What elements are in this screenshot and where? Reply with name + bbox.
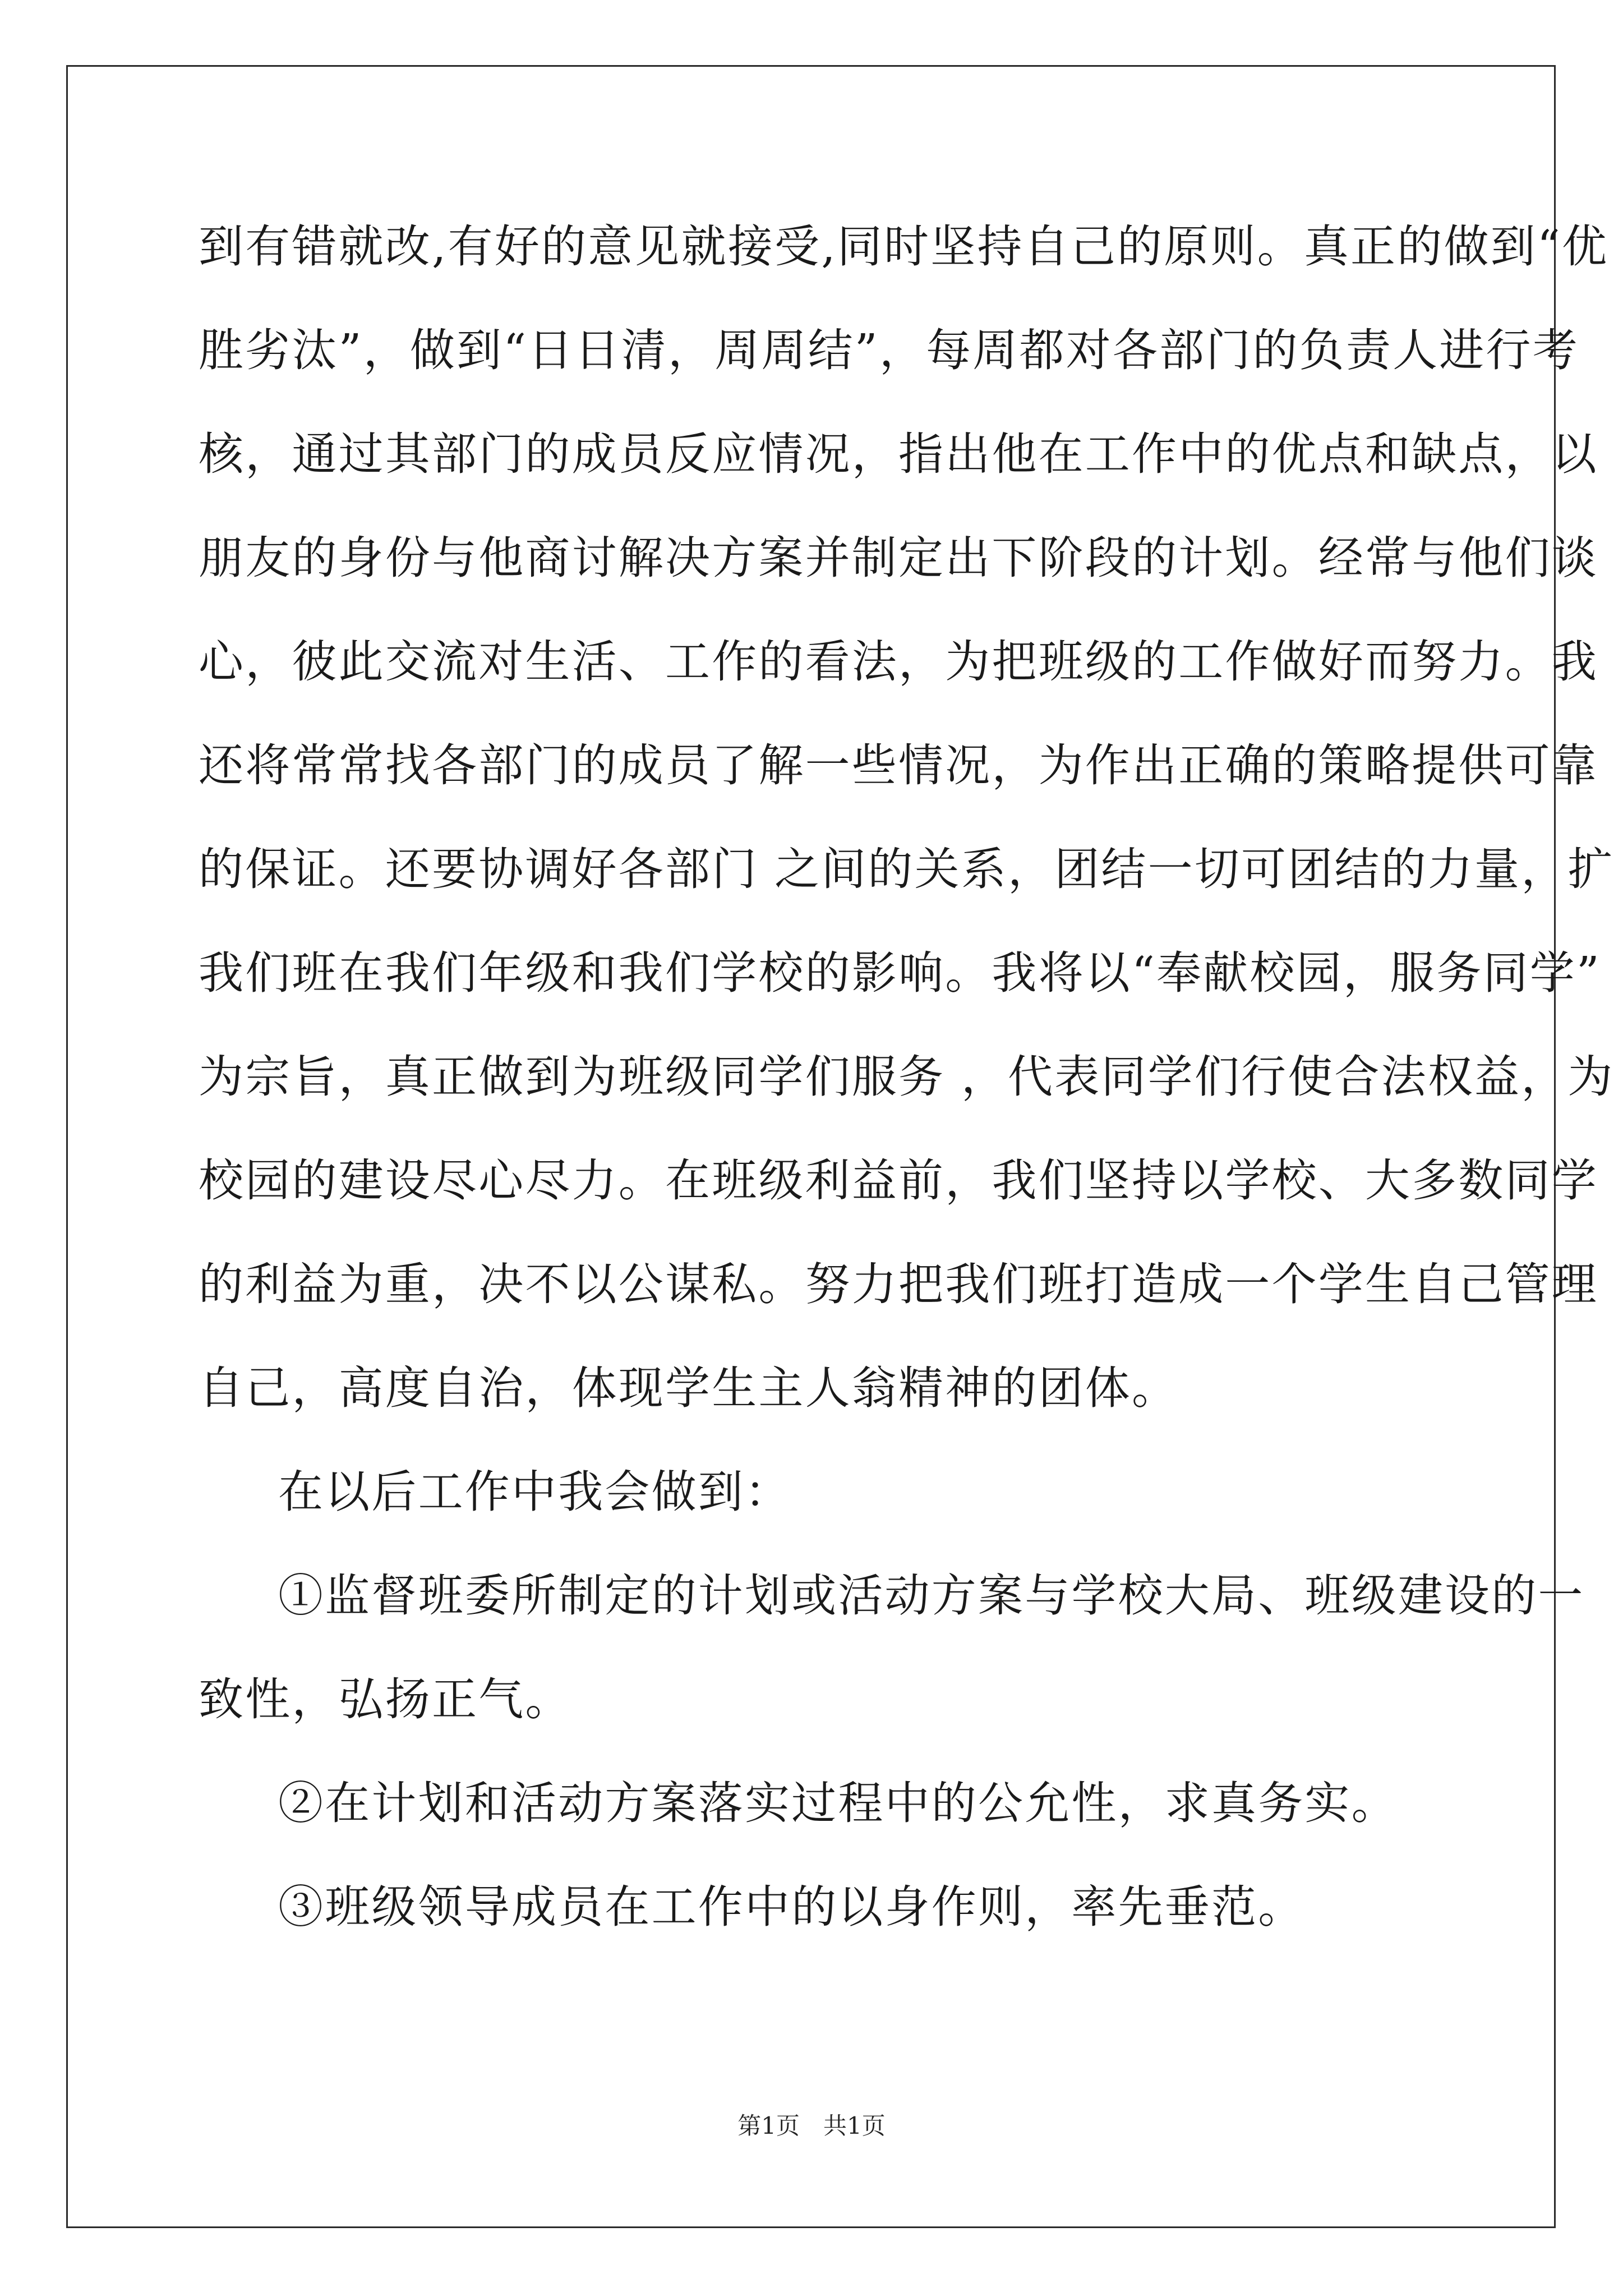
paragraph-line: 为宗旨，真正做到为班级同学们服务 ，代表同学们行使合法权益，为 xyxy=(199,1051,1615,1103)
paragraph-line: 朋友的身份与他商讨解决方案并制定出下阶段的计划。经常与他们谈 xyxy=(199,532,1598,584)
list-item-3: ③班级领导成员在工作中的以身作则，率先垂范。 xyxy=(278,1881,1305,1933)
paragraph-line: 核，通过其部门的成员反应情况，指出他在工作中的优点和缺点，以 xyxy=(199,428,1598,480)
paragraph-line: 我们班在我们年级和我们学校的影响。我将以“奉献校园，服务同学” xyxy=(199,947,1601,999)
intro-line: 在以后工作中我会做到： xyxy=(278,1466,792,1518)
list-item-2: ②在计划和活动方案落实过程中的公允性，求真务实。 xyxy=(278,1777,1398,1829)
paragraph-line: 自己，高度自治，体现学生主人翁精神的团体。 xyxy=(199,1362,1179,1414)
paragraph-line: 心，彼此交流对生活、工作的看法，为把班级的工作做好而努力。我 xyxy=(199,636,1598,688)
paragraph-line: 的利益为重，决不以公谋私。努力把我们班打造成一个学生自己管理 xyxy=(199,1258,1598,1310)
paragraph-line: 胜劣汰”，做到“日日清，周周结”，每周都对各部门的负责人进行考 xyxy=(199,324,1579,376)
paragraph-line: 到有错就改,有好的意见就接受,同时坚持自己的原则。真正的做到“优 xyxy=(199,220,1609,273)
page-number: 第1页 共1页 xyxy=(737,2112,886,2139)
paragraph-line: 还将常常找各部门的成员了解一些情况，为作出正确的策略提供可靠 xyxy=(199,739,1598,792)
paragraph-line: 的保证。还要协调好各部门 之间的关系，团结一切可团结的力量，扩 xyxy=(199,843,1615,895)
list-item-1-continued: 致性，弘扬正气。 xyxy=(199,1673,572,1726)
list-item-1: ①监督班委所制定的计划或活动方案与学校大局、班级建设的一 xyxy=(278,1570,1585,1622)
paragraph-line: 校园的建设尽心尽力。在班级利益前，我们坚持以学校、大多数同学 xyxy=(199,1154,1598,1207)
